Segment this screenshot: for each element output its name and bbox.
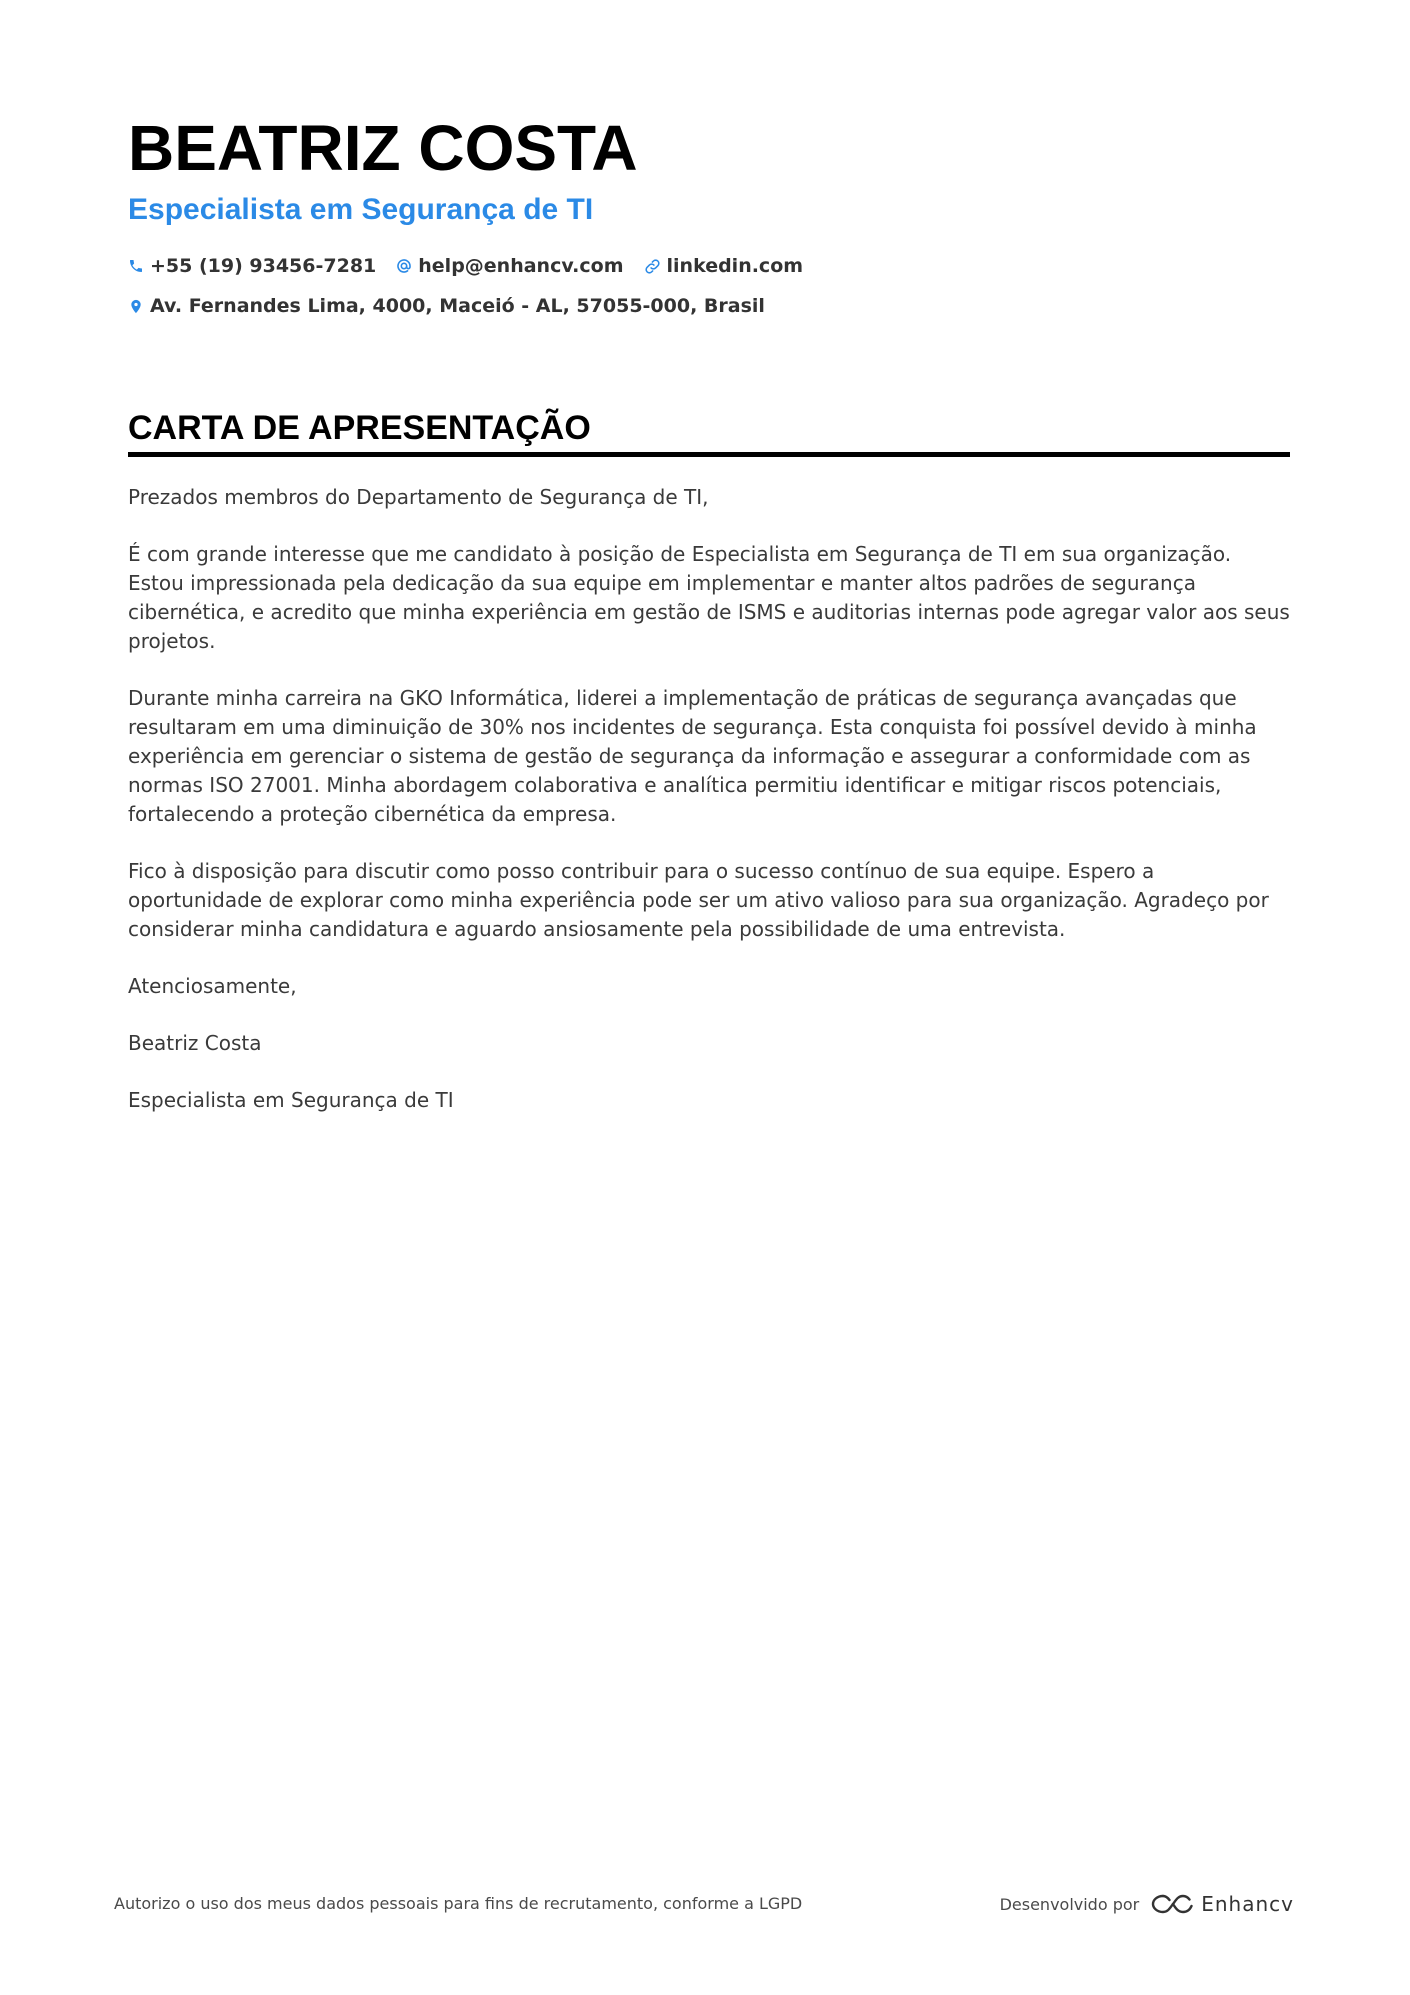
signature-role: Especialista em Segurança de TI <box>128 1088 454 1112</box>
letter-paragraph-2: Durante minha carreira na GKO Informática, liderei a implementação de práticas de segurança avançadas que resultaram em uma diminuição de 30% nos incidentes de segurança. Esta conquista foi possível devido à minha experiência em gerenciar o sistema de gestão de segurança da informação e assegurar a conformidade com as normas ISO 27001. Minha abordagem colaborativa e analítica permitiu identificar e mitigar riscos potenciais, fortalecendo a proteção cibernética da empresa. <box>128 686 1257 826</box>
contact-website <box>644 255 804 277</box>
address-text: Av. Fernandes Lima, 4000, Maceió - AL, 57055-000, Brasil <box>150 295 765 317</box>
candidate-name: BEATRIZ COSTA <box>128 112 638 184</box>
enhancv-logo-icon <box>1151 1892 1195 1916</box>
signature-name: Beatriz Costa <box>128 1031 262 1055</box>
contact-info <box>128 246 1290 326</box>
contact-address <box>128 295 765 317</box>
section-title: CARTA DE APRESENTAÇÃO <box>128 409 591 447</box>
website-link[interactable]: linkedin.com <box>666 255 804 277</box>
location-pin-icon <box>128 298 144 315</box>
contact-row-2 <box>128 286 1290 326</box>
header <box>128 108 1290 326</box>
letter-closing: Atenciosamente, <box>128 974 297 998</box>
candidate-role: Especialista em Segurança de TI <box>128 193 594 226</box>
letter-paragraph-1: É com grande interesse que me candidato à posição de Especialista em Segurança de TI em sua organização. Estou impressionada pela dedicação da sua equipe em implementar e manter altos padrões de segurança cibernética, e acredito que minha experiência em gestão de ISMS e auditorias internas pode agregar valor aos seus projetos. <box>128 542 1290 653</box>
footer-powered-by: Desenvolvido por <box>999 1894 1140 1914</box>
footer <box>114 1884 1294 1924</box>
contact-phone <box>128 255 376 277</box>
letter-greeting: Prezados membros do Departamento de Segurança de TI, <box>128 485 709 509</box>
email-link[interactable]: help@enhancv.com <box>418 255 624 277</box>
cover-letter-section <box>128 404 1290 1143</box>
footer-brand-name: Enhancv <box>1201 1892 1294 1916</box>
contact-row-1 <box>128 246 1290 286</box>
phone-icon <box>128 258 144 274</box>
footer-consent: Autorizo o uso dos meus dados pessoais para fins de recrutamento, conforme a LGPD <box>114 1894 803 1913</box>
at-icon <box>396 258 412 274</box>
section-divider <box>128 452 1290 457</box>
link-icon <box>644 258 661 275</box>
phone-text: +55 (19) 93456-7281 <box>150 255 377 277</box>
contact-email <box>396 255 623 277</box>
letter-paragraph-3: Fico à disposição para discutir como posso contribuir para o sucesso contínuo de sua equipe. Espero a oportunidade de explorar como minha experiência pode ser um ativo valioso para sua organização. Agradeço por considerar minha candidatura e aguardo ansiosamente pela possibilidade de uma entrevista. <box>128 859 1269 941</box>
letter-body <box>128 483 1290 1115</box>
footer-brand[interactable] <box>1000 1884 1294 1924</box>
